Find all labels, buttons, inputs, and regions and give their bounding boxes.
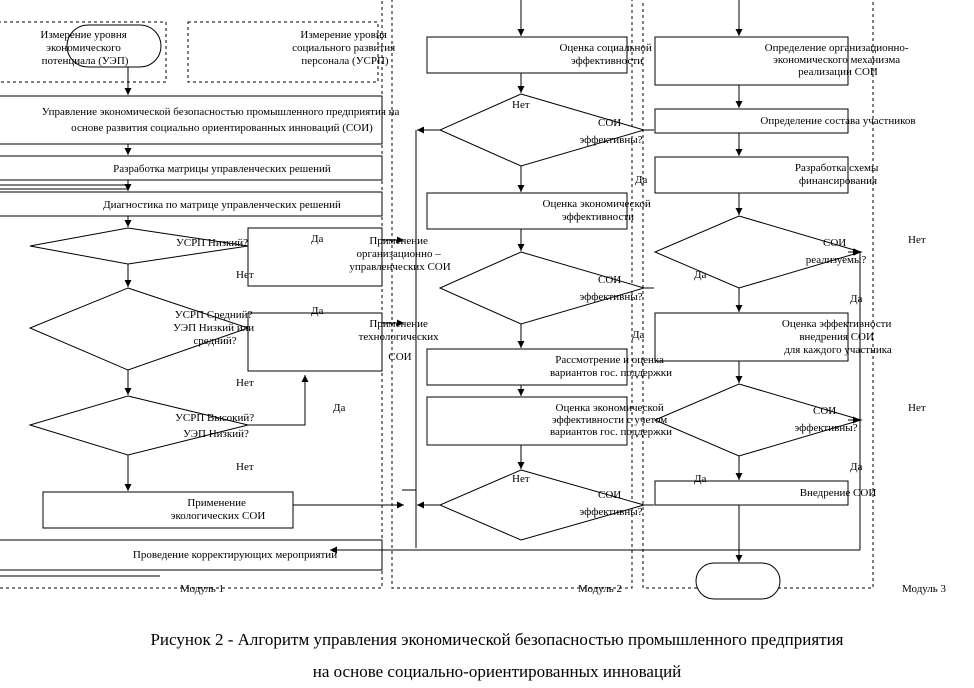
module3-label: Модуль 3 (902, 583, 947, 595)
m2-dec1-no-label: Нет (512, 99, 530, 111)
m3-dec2-yes-label-left: Да (694, 473, 707, 485)
matrix-dev-text: Разработка матрицы управленческих решений (113, 163, 331, 175)
management-text: Управление экономической безопасностью промышленного предприятия на основе развития социально ориентированных инноваций (СОИ) (41, 106, 400, 134)
figure-caption (0, 624, 974, 688)
m2-yes-label-2: Да (632, 329, 645, 341)
usrp-measure-text: Измерение уровня социального развития персонала (УСРП) (292, 29, 396, 67)
dec3-yes-label: Да (333, 402, 346, 414)
dec1-text: УСРП Низкий? (175, 237, 249, 249)
dec1-no-label: Нет (236, 269, 254, 281)
implementation-text: Внедрение СОИ (799, 487, 877, 499)
participants-text: Определение состава участников (760, 115, 916, 127)
dec3-text: УСРП Высокий? УЭП Низкий? (175, 412, 255, 440)
dec3-no-label: Нет (236, 461, 254, 473)
matrix-diag-text: Диагностика по матрице управленческих решений (103, 199, 341, 211)
social-eff-text: Оценка социальной эффективности (559, 42, 652, 67)
eco-soi-text: Применение экологических СОИ (170, 497, 266, 522)
m2-dec1-diamond (440, 94, 644, 166)
econ-eff-gov-text: Оценка экономической эффективности с учетом вариантов гос. поддержки (549, 402, 673, 438)
m3-dec2-yes-label: Да (850, 461, 863, 473)
tech-soi-text: Применение технологических СОИ (358, 318, 439, 363)
uep-measure-text: Измерение уровня экономического потенциала (УЭП) (40, 29, 129, 67)
financing-text: Разработка схемы финансирования (794, 162, 879, 187)
dec2-text: УСРП Средний? УЭП Низкий или средний? (173, 309, 255, 347)
m3-dec1-yes-label: Да (850, 293, 863, 305)
m2-dec3-no-label: Нет (512, 473, 530, 485)
corrective-text: Проведение корректирующих мероприятий (132, 549, 338, 561)
m2-dec1-text: СОИ эффективны? (579, 117, 643, 146)
m3-dec2-diamond (655, 384, 861, 456)
m2-dec2-text: СОИ эффективны? (579, 274, 643, 303)
mechanism-text: Определение организационно- экономического механизма реализации СОИ (764, 42, 909, 78)
impl-eff-text: Оценка эффективности внедрения СОИ для каждого участника (781, 318, 892, 356)
econ-eff-text: Оценка экономической эффективности (542, 198, 651, 223)
m2-dec3-text: СОИ эффективны? (579, 489, 643, 518)
m2-dec2-diamond (440, 252, 644, 324)
gov-support-text: Рассмотрение и оценка вариантов гос. поддержки (549, 354, 673, 379)
m2-dec3-diamond (440, 470, 644, 540)
module1-label: Модуль 1 (180, 583, 225, 595)
end-terminal (696, 563, 780, 599)
caption-line-2: на основе социально-ориентированных инноваций (312, 662, 682, 681)
dec2-yes-label: Да (311, 305, 324, 317)
dec2-no-label: Нет (236, 377, 254, 389)
dec3-diamond (30, 396, 248, 455)
caption-line-1: Рисунок 2 - Алгоритм управления экономической безопасностью промышленного предприятия (150, 630, 844, 649)
m3-dec2-no-label: Нет (908, 402, 926, 414)
m3-dec2-text: СОИ эффективны? (794, 405, 858, 434)
m3-dec1-yes-label-left: Да (694, 269, 707, 281)
m3-dec1-text: СОИ реализуемы? (805, 237, 867, 266)
module2-label: Модуль 2 (578, 583, 623, 595)
m2-yes-label-1: Да (635, 174, 648, 186)
dec1-yes-label: Да (311, 233, 324, 245)
management-box (0, 96, 382, 144)
m3-dec1-no-label: Нет (908, 234, 926, 246)
org-soi-text: Применение организационно – управленческих СОИ (349, 235, 451, 273)
m3-dec1-diamond (655, 216, 861, 288)
